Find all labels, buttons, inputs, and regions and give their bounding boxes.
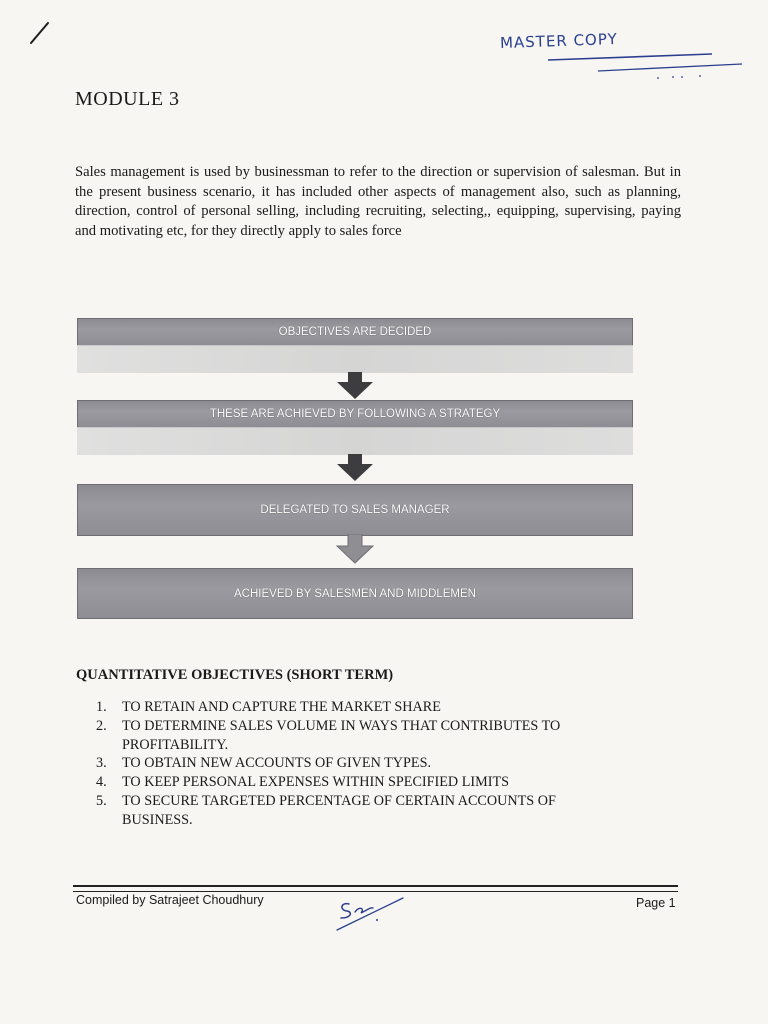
footer-page-number: Page 1: [636, 896, 676, 910]
quantitative-objectives-heading: QUANTITATIVE OBJECTIVES (SHORT TERM): [76, 667, 394, 683]
list-item-text: TO DETERMINE SALES VOLUME IN WAYS THAT CONTRIBUTES TO: [122, 717, 561, 734]
list-item: [96, 698, 636, 717]
list-item-text: TO OBTAIN NEW ACCOUNTS OF GIVEN TYPES.: [122, 755, 432, 772]
down-arrow-icon: [335, 534, 375, 564]
list-item-number: 3.: [96, 755, 107, 772]
intro-paragraph: Sales management is used by businessman to refer to the direction or supervision of salesman. But in the present business scenario, it has included other aspects of management also, such as planning, direction, control of personal selling, including recruiting, selecting,, equipping, supervising, paying and motivating etc, for they directly apply to sales force: [75, 164, 681, 239]
list-item-text: BUSINESS.: [122, 811, 193, 828]
list-item-text: TO RETAIN AND CAPTURE THE MARKET SHARE: [122, 699, 441, 715]
module-title: MODULE 3: [75, 88, 180, 110]
list-item: [96, 717, 636, 755]
list-item-number: 2.: [96, 717, 107, 734]
flow-shadow-band: [77, 345, 633, 373]
footer-compiled-by: Compiled by Satrajeet Choudhury: [76, 893, 264, 907]
flow-step-2: THESE ARE ACHIEVED BY FOLLOWING A STRATEGY: [77, 400, 633, 428]
down-arrow-icon: [335, 372, 375, 400]
list-item-text: TO KEEP PERSONAL EXPENSES WITHIN SPECIFIED LIMITS: [122, 774, 510, 791]
quantitative-objectives-list: [96, 698, 636, 830]
down-arrow-icon: [335, 454, 375, 482]
handwritten-signature: [333, 892, 408, 932]
flow-shadow-band: [77, 427, 633, 455]
list-item: [96, 792, 636, 830]
list-item-text: TO SECURE TARGETED PERCENTAGE OF CERTAIN ACCOUNTS OF: [122, 792, 556, 809]
handwritten-slash-mark: [28, 20, 52, 46]
flow-step-1: OBJECTIVES ARE DECIDED: [77, 318, 633, 346]
master-copy-annotation: MASTER COPY: [499, 29, 618, 53]
flow-step-3: DELEGATED TO SALES MANAGER: [77, 484, 633, 536]
footer-divider: [73, 885, 678, 892]
list-item-number: 5.: [96, 792, 107, 809]
list-item-number: 4.: [96, 774, 107, 791]
master-copy-underline: [540, 48, 745, 82]
flow-step-4: ACHIEVED BY SALESMEN AND MIDDLEMEN: [77, 568, 633, 619]
list-item-text: PROFITABILITY.: [122, 736, 229, 753]
list-item: [96, 754, 636, 773]
list-item-number: 1.: [96, 699, 107, 715]
list-item: [96, 773, 636, 792]
